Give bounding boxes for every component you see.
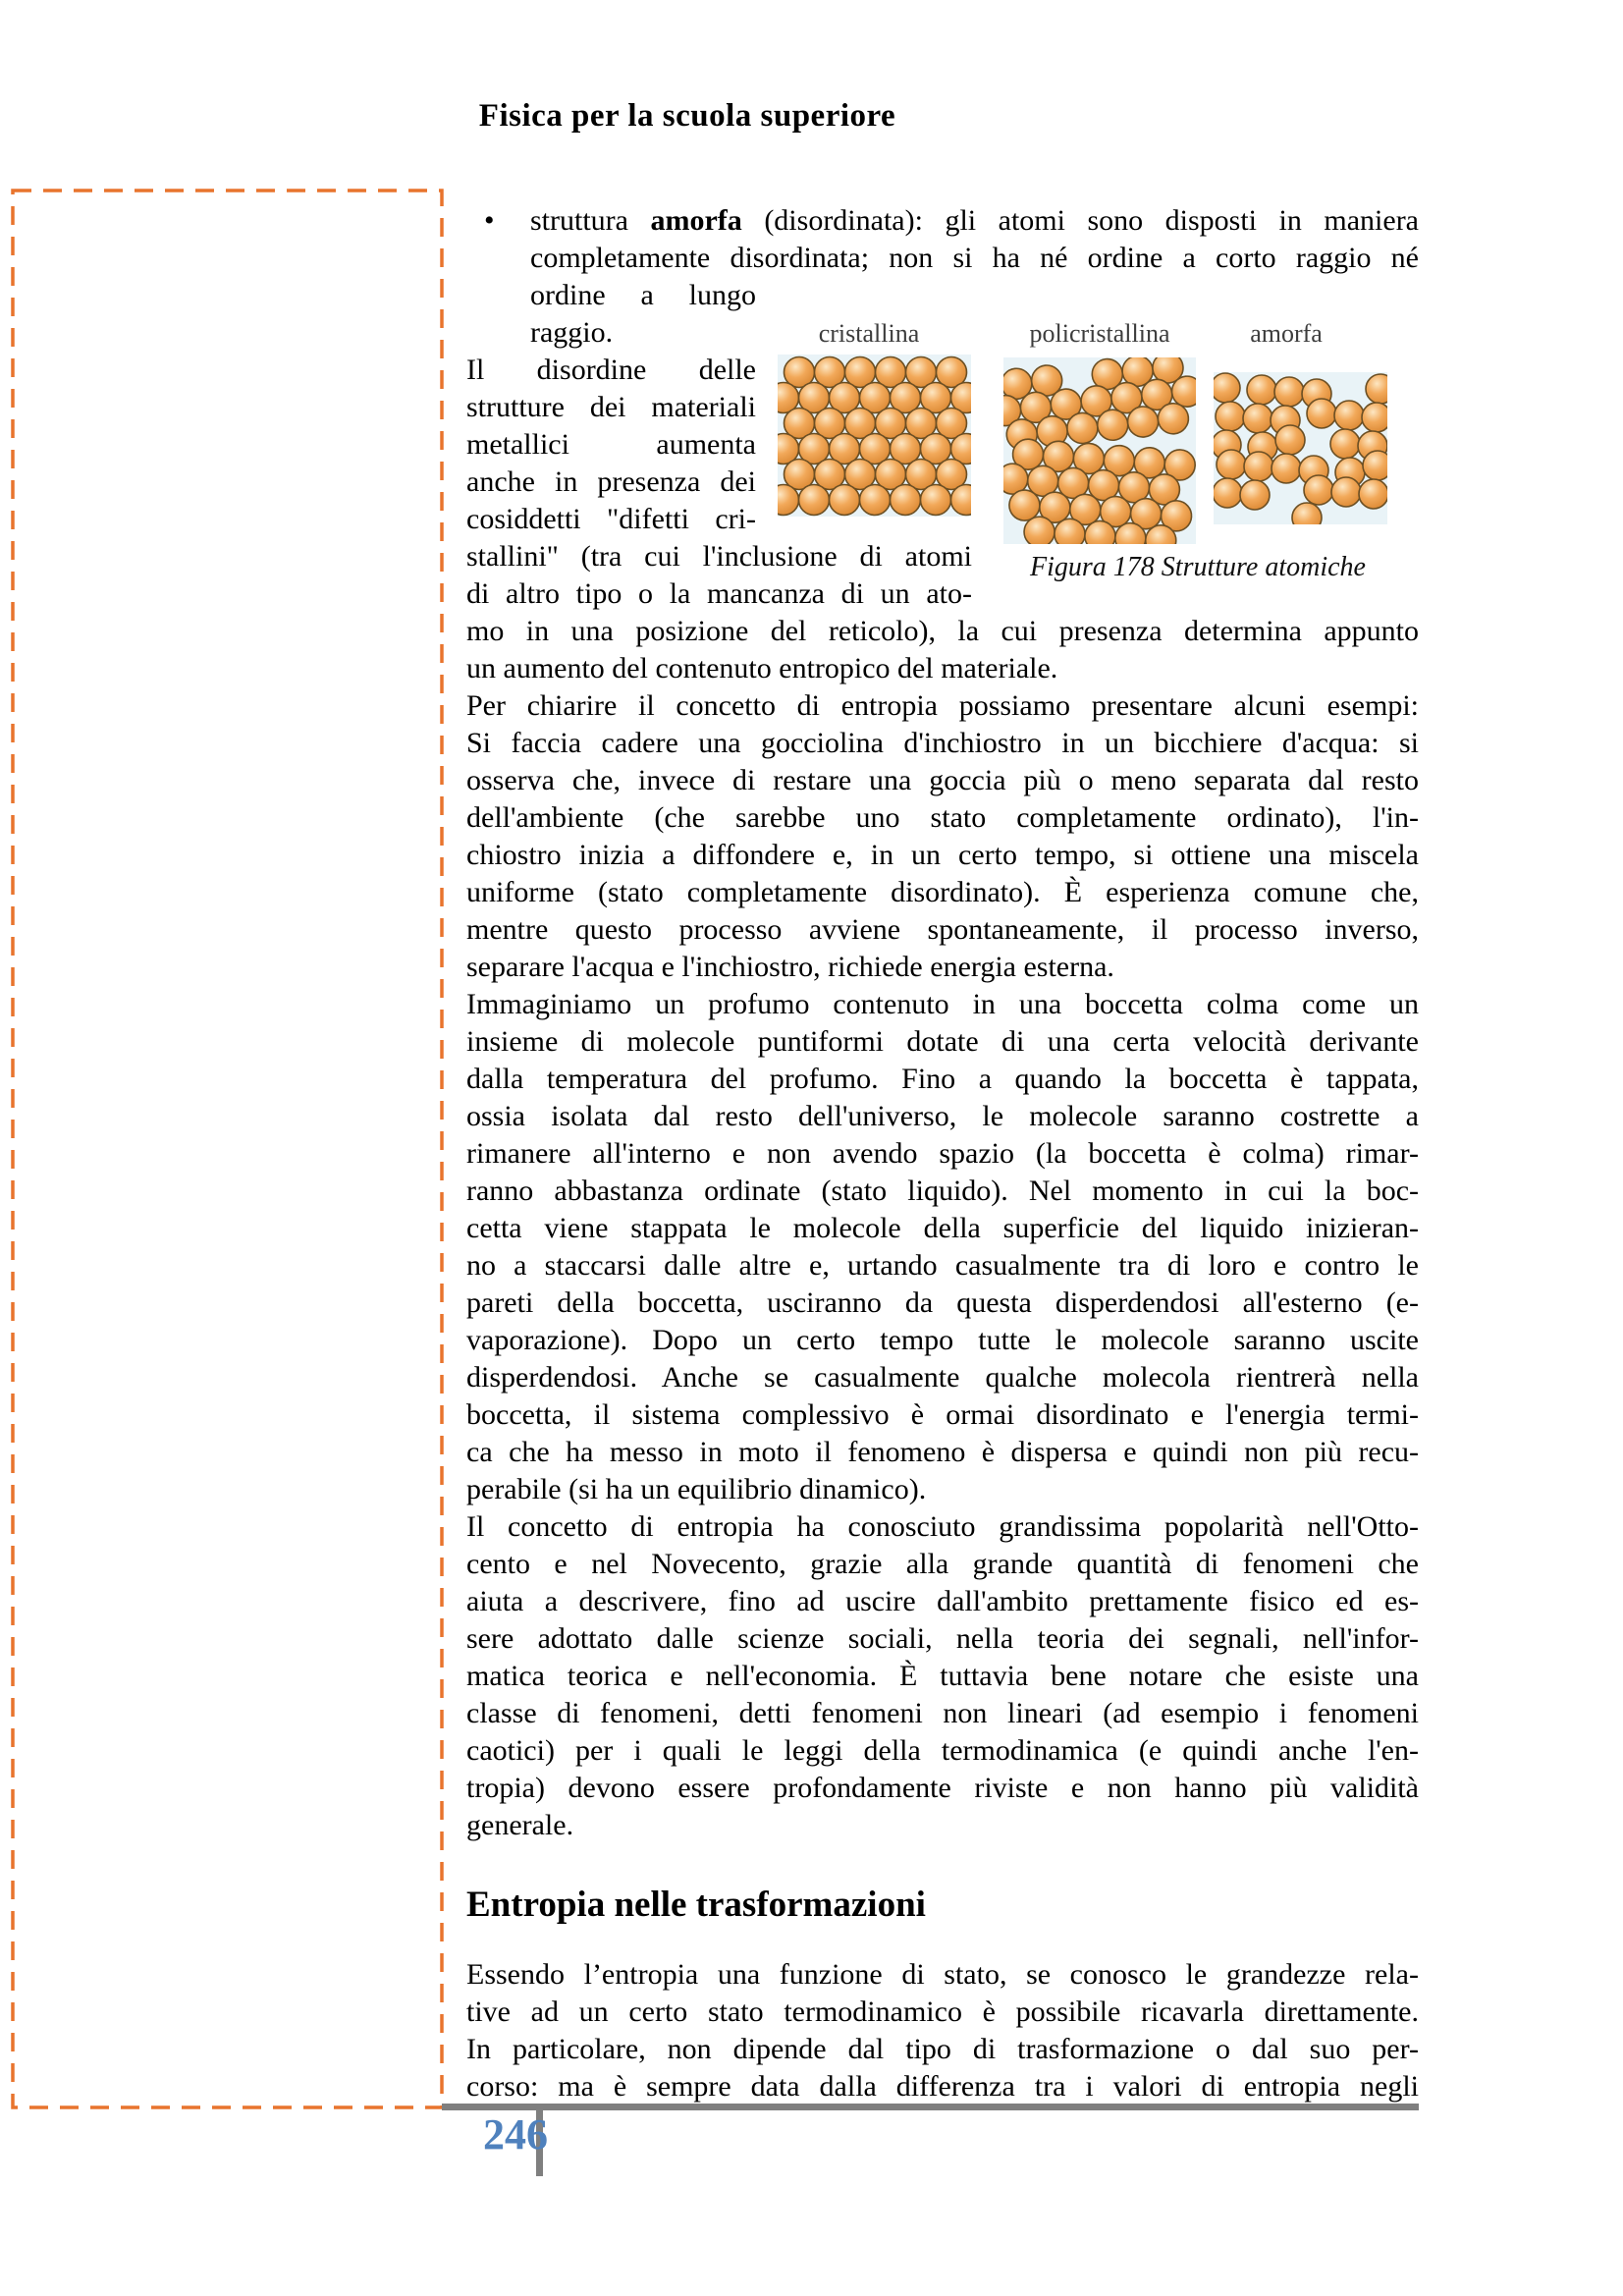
text-line: ordine a lungo bbox=[530, 279, 756, 311]
text-line: dalla temperatura del profumo. Fino a quando la boccetta è tappata, bbox=[466, 1063, 1419, 1095]
text-line: ranno abbastanza ordinate (stato liquido). Nel momento in cui la boc- bbox=[466, 1175, 1419, 1207]
text-line: rimanere all'interno e non avendo spazio (la boccetta è colma) rimar- bbox=[466, 1137, 1419, 1170]
section-heading: Entropia nelle trasformazioni bbox=[466, 1885, 926, 1925]
amorphous-structure-image bbox=[1214, 372, 1387, 524]
figure-label-amorphous: amorfa bbox=[1250, 319, 1323, 348]
text-line: raggio. bbox=[530, 316, 614, 349]
text-line: stallini" (tra cui l'inclusione di atomi bbox=[466, 540, 972, 573]
text-line: no a staccarsi dalle altre e, urtando casualmente tra di loro e contro le bbox=[466, 1249, 1419, 1282]
text-line: mentre questo processo avviene spontaneamente, il processo inverso, bbox=[466, 913, 1419, 946]
text-run: struttura bbox=[530, 204, 651, 237]
figure-label-crystalline: cristallina bbox=[818, 319, 920, 348]
text-line: Si faccia cadere una gocciolina d'inchiostro in un bicchiere d'acqua: si bbox=[466, 727, 1419, 759]
text-line: classe di fenomeni, detti fenomeni non lineari (ad esempio i fenomeni bbox=[466, 1697, 1419, 1729]
text-line: cento e nel Novecento, grazie alla grande quantità di fenomeni che bbox=[466, 1548, 1419, 1580]
text-line: sere adottato dalle scienze sociali, nella teoria dei segnali, nell'infor- bbox=[466, 1622, 1419, 1655]
text-line: ossia isolata dal resto dell'universo, le molecole saranno costrette a bbox=[466, 1100, 1419, 1132]
text-line: metallici aumenta bbox=[466, 428, 756, 461]
text-line: Essendo l’entropia una funzione di stato, se conosco le grandezze rela- bbox=[466, 1958, 1419, 1991]
bullet-line bbox=[466, 202, 1419, 240]
text-line: matica teorica e nell'economia. È tuttavia bene notare che esiste una bbox=[466, 1660, 1419, 1692]
text-line: Per chiarire il concetto di entropia possiamo presentare alcuni esempi: bbox=[466, 689, 1419, 722]
text-line: perabile (si ha un equilibrio dinamico). bbox=[466, 1473, 927, 1505]
text-run: (disordinata): gli atomi sono disposti in maniera bbox=[741, 204, 1419, 237]
text-line: Immaginiamo un profumo contenuto in una boccetta colma come un bbox=[466, 988, 1419, 1020]
text-run-bold: amorfa bbox=[650, 204, 742, 237]
page-number: 246 bbox=[483, 2110, 548, 2159]
text-line: un aumento del contenuto entropico del materiale. bbox=[466, 652, 1058, 684]
text-line: osserva che, invece di restare una goccia più o meno separata dal resto bbox=[466, 764, 1419, 796]
polycrystalline-structure-image bbox=[1003, 357, 1196, 544]
text-line: uniforme (stato completamente disordinato). È esperienza comune che, bbox=[466, 876, 1419, 908]
text-line: cosiddetti "difetti cri- bbox=[466, 503, 756, 535]
text-line: insieme di molecole puntiformi dotate di una certa velocità derivante bbox=[466, 1025, 1419, 1058]
text-line: In particolare, non dipende dal tipo di trasformazione o dal suo per- bbox=[466, 2033, 1419, 2065]
text-line: Il concetto di entropia ha conosciuto grandissima popolarità nell'Otto- bbox=[466, 1510, 1419, 1543]
text-line: chiostro inizia a diffondere e, in un certo tempo, si ottiene una miscela bbox=[466, 839, 1419, 871]
text-line: mo in una posizione del reticolo), la cui presenza determina appunto bbox=[466, 615, 1419, 647]
text-line: completamente disordinata; non si ha né ordine a corto raggio né bbox=[530, 242, 1419, 274]
text-line: anche in presenza dei bbox=[466, 465, 756, 498]
text-line: cetta viene stappata le molecole della superficie del liquido inizieran- bbox=[466, 1212, 1419, 1244]
text-line: disperdendosi. Anche se casualmente qualche molecola rientrerà nella bbox=[466, 1361, 1419, 1394]
text-line: caotici) per i quali le leggi della termodinamica (e quindi anche l'en- bbox=[466, 1734, 1419, 1767]
text-line: tive ad un certo stato termodinamico è possibile ricavarla direttamente. bbox=[466, 1995, 1419, 2028]
text-line: separare l'acqua e l'inchiostro, richiede energia esterna. bbox=[466, 951, 1114, 983]
text-line: pareti della boccetta, usciranno da questa disperdendosi all'esterno (e- bbox=[466, 1286, 1419, 1319]
text-line: dell'ambiente (che sarebbe uno stato completamente ordinato), l'in- bbox=[466, 801, 1419, 834]
text-line: corso: ma è sempre data dalla differenza tra i valori di entropia negli bbox=[466, 2070, 1419, 2103]
text-line: generale. bbox=[466, 1809, 574, 1841]
text-line: di altro tipo o la mancanza di un ato- bbox=[466, 577, 972, 610]
footer-rule bbox=[442, 2104, 1419, 2110]
text-line: aiuta a descrivere, fino ad uscire dall'ambito prettamente fisico ed es- bbox=[466, 1585, 1419, 1617]
bullet-icon: • bbox=[484, 204, 495, 237]
text-line: Il disordine delle bbox=[466, 354, 756, 386]
text-line: boccetta, il sistema complessivo è ormai disordinato e l'energia termi- bbox=[466, 1398, 1419, 1431]
text-line: tropia) devono essere profondamente riviste e non hanno più validità bbox=[466, 1772, 1419, 1804]
figure-atomic-structures bbox=[771, 319, 1424, 599]
crystalline-structure-image bbox=[778, 355, 971, 517]
text-line: vaporazione). Dopo un certo tempo tutte le molecole saranno uscite bbox=[466, 1324, 1419, 1356]
text-line: strutture dei materiali bbox=[466, 391, 756, 423]
page-header-title: Fisica per la scuola superiore bbox=[478, 98, 896, 134]
text-line: ca che ha messo in moto il fenomeno è dispersa e quindi non più recu- bbox=[466, 1436, 1419, 1468]
figure-caption: Figura 178 Strutture atomiche bbox=[1030, 552, 1366, 582]
figure-label-polycrystalline: policristallina bbox=[1029, 319, 1170, 348]
